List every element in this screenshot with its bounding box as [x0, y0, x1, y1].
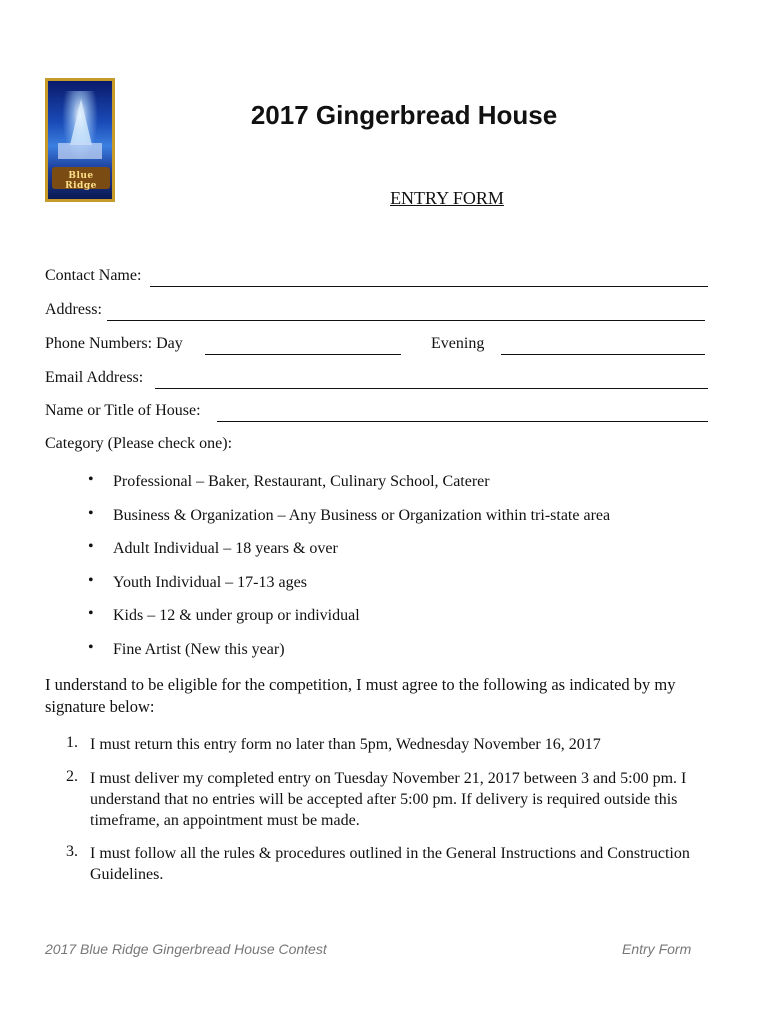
contact-name-label: Contact Name:: [45, 267, 142, 284]
email-label: Email Address:: [45, 369, 144, 386]
category-item-adult[interactable]: Adult Individual – 18 years & over: [113, 540, 338, 557]
category-item-kids[interactable]: Kids – 12 & under group or individual: [113, 607, 360, 624]
rule-text: I must deliver my completed entry on Tuesday November 21, 2017 between 3 and 5:00 pm. I understand that no entries will be accepted after 5:00 pm. If delivery is required outside this timeframe, an appointment must be made.: [90, 770, 687, 829]
phone-evening-line[interactable]: [501, 354, 705, 355]
phone-day-label: Phone Numbers: Day: [45, 335, 183, 352]
bullet-icon: •: [88, 505, 94, 522]
contact-name-line[interactable]: [150, 286, 708, 287]
category-item-professional[interactable]: Professional – Baker, Restaurant, Culinary School, Caterer: [113, 473, 490, 490]
category-label: Category (Please check one):: [45, 435, 233, 452]
agreement-intro: I understand to be eligible for the competition, I must agree to the following as indicated by my signature below:: [45, 675, 676, 716]
email-line[interactable]: [155, 388, 708, 389]
footer-right: Entry Form: [622, 941, 692, 957]
category-item-fine-artist[interactable]: Fine Artist (New this year): [113, 641, 285, 658]
category-item-youth[interactable]: Youth Individual – 17-13 ages: [113, 574, 307, 591]
footer-left: 2017 Blue Ridge Gingerbread House Contest: [45, 941, 327, 957]
rule-text: I must return this entry form no later than 5pm, Wednesday November 16, 2017: [90, 736, 601, 753]
rule-number: 1.: [66, 734, 78, 751]
bullet-icon: •: [88, 538, 94, 555]
rule-number: 3.: [66, 843, 78, 860]
blue-ridge-logo: [45, 78, 115, 202]
category-item-business[interactable]: Business & Organization – Any Business or Organization within tri-state area: [113, 507, 611, 524]
phone-evening-label: Evening: [431, 335, 485, 352]
logo-castle-icon: [58, 143, 102, 159]
house-name-label: Name or Title of House:: [45, 402, 201, 419]
house-name-line[interactable]: [217, 421, 708, 422]
phone-day-line[interactable]: [205, 354, 401, 355]
form-subtitle: ENTRY FORM: [390, 188, 504, 208]
rule-number: 2.: [66, 768, 78, 785]
bullet-icon: •: [88, 639, 94, 656]
rule-text: I must follow all the rules & procedures outlined in the General Instructions and Construction Guidelines.: [90, 845, 690, 883]
page-title: 2017 Gingerbread House: [250, 100, 558, 130]
bullet-icon: •: [88, 471, 94, 488]
address-line[interactable]: [107, 320, 705, 321]
bullet-icon: •: [88, 605, 94, 622]
logo-brand-text: Blue Ridge: [65, 171, 97, 191]
address-label: Address:: [45, 301, 102, 318]
bullet-icon: •: [88, 572, 94, 589]
